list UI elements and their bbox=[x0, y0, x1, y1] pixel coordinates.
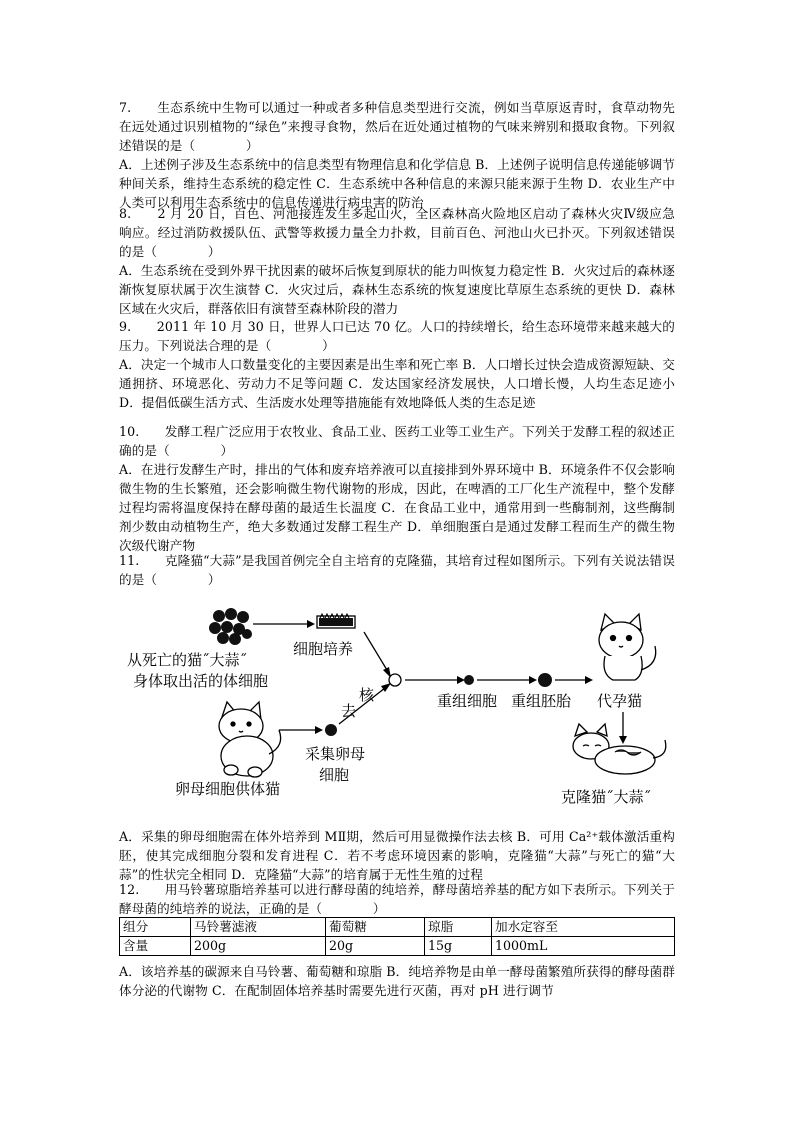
clone-cat-icon bbox=[573, 724, 666, 774]
medium-recipe-table bbox=[119, 917, 675, 956]
question-7-options: A．上述例子涉及生态系统中的信息类型有物理信息和化学信息 B．上述例子说明信息传递能够调节种间关系，维持生态系统的稳定性 C．生态系统中各种信息的来源只能来源于生物 D．农业生产中人类可以利用生态系统中的信息传递进行病虫害的防治 bbox=[119, 157, 675, 210]
question-12-options: A．该培养基的碳源来自马铃薯、葡萄糖和琼脂 B．纯培养物是由单一酵母菌繁殖所获得的酵母菌群体分泌的代谢物 C．在配制固体培养基时需要先进行灭菌，再对 pH 进行调节 bbox=[119, 964, 675, 998]
culture-dish-icon bbox=[317, 614, 355, 628]
oocyte-icon bbox=[325, 724, 337, 736]
table-cell: 200g bbox=[191, 937, 326, 956]
question-11-options: A．采集的卵母细胞需在体外培养到 MⅡ期，然后可用显微操作法去核 B．可用 Ca²⁺载体激活重构胚，使其完成细胞分裂和发育进程 C．若不考虑环境因素的影响，克隆猫“大蒜”与死亡的猫“大蒜”的性状完全相同 D．克隆猫“大蒜”的培育属于无性生殖的过程 bbox=[119, 829, 675, 882]
table-cell: 20g bbox=[326, 937, 425, 956]
label-collect-line1: 采集卵母 bbox=[305, 745, 366, 763]
table-cell: 葡萄糖 bbox=[326, 918, 425, 937]
egg-donor-cat-icon bbox=[219, 702, 281, 777]
table-cell: 加水定容至 bbox=[492, 918, 675, 937]
table-header-row bbox=[120, 918, 675, 937]
cell-cluster-icon bbox=[209, 608, 252, 645]
label-enucleate-1: 核 bbox=[359, 686, 375, 704]
label-recombined-cell: 重组细胞 bbox=[437, 692, 498, 710]
table-cell: 含量 bbox=[120, 937, 191, 956]
question-12-stem: 12. 用马铃薯琼脂培养基可以进行酵母菌的纯培养，酵母菌培养基的配方如下表所示。下列关于酵母菌的纯培养的说法，正确的是（ ） bbox=[119, 882, 675, 916]
label-surrogate: 代孕猫 bbox=[597, 692, 643, 710]
question-10-options: A．在进行发酵生产时，排出的气体和废弃培养液可以直接排到外界环境中 B．环境条件不仅会影响微生物的生长繁殖，还会影响微生物代谢物的形成，因此，在啤酒的工厂化生产流程中，整个发酵过程均需将温度保持在酵母菌的最适生长温度 C．在食品工业中，通常用到一些酶制剂，这些酶制剂少数由动植物生产，绝大多数通过发酵工程生产 D．单细胞蛋白是通过发酵工程而生产的微生物次级代谢产物 bbox=[119, 462, 675, 553]
table-row bbox=[120, 937, 675, 956]
recombined-cell-icon bbox=[464, 675, 474, 685]
cloning-diagram-svg bbox=[119, 604, 675, 814]
question-10 bbox=[119, 422, 675, 555]
table-cell: 15g bbox=[425, 937, 492, 956]
question-8-stem: 8. 2 月 20 日，百色、河池接连发生多起山火，全区森林高火险地区启动了森林火灾Ⅳ级应急响应。经过消防救援队伍、武警等救援力量全力扑救，目前百色、河池山火已扑灭。下列叙述错误的是（ ） bbox=[119, 206, 675, 259]
table-cell: 组分 bbox=[120, 918, 191, 937]
question-10-stem: 10. 发酵工程广泛应用于农牧业、食品工业、医药工业等工业生产。下列关于发酵工程的叙述正确的是（ ） bbox=[119, 424, 675, 458]
table-cell: 琼脂 bbox=[425, 918, 492, 937]
question-7 bbox=[119, 98, 675, 212]
enucleated-egg-icon bbox=[389, 674, 401, 686]
surrogate-cat-icon bbox=[599, 614, 656, 680]
question-12-options-block bbox=[119, 962, 675, 1000]
label-clone: 克隆猫˝大蒜˝ bbox=[561, 788, 652, 806]
question-7-stem: 7. 生态系统中生物可以通过一种或者多种信息类型进行交流，例如当草原返青时，食草动物先在远处通过识别植物的“绿色”来搜寻食物，然后在近处通过植物的气味来辨别和摄取食物。下列叙述错误的是（ ） bbox=[119, 100, 675, 153]
table-cell: 1000mL bbox=[492, 937, 675, 956]
question-8-options: A．生态系统在受到外界干扰因素的破坏后恢复到原状的能力叫恢复力稳定性 B．火灾过后的森林逐渐恢复原状属于次生演替 C．火灾过后，森林生态系统的恢复速度比草原生态系统的更快 D．森林区域在火灾后，群落依旧有演替至森林阶段的潜力 bbox=[119, 263, 675, 316]
question-11-stem: 11. 克隆猫“大蒜”是我国首例完全自主培育的克隆猫，其培育过程如图所示。下列有关说法错误的是（ ） bbox=[119, 553, 675, 587]
question-12 bbox=[119, 880, 675, 918]
label-donor-line2: 身体取出活的体细胞 bbox=[133, 672, 269, 690]
question-11-options-block bbox=[119, 827, 675, 884]
question-9-options: A．决定一个城市人口数量变化的主要因素是出生率和死亡率 B．人口增长过快会造成资源短缺、交通拥挤、环境恶化、劳动力不足等问题 C．发达国家经济发展快，人口增长慢，人均生态足迹小 D．提倡低碳生活方式、生活废水处理等措施能有效地降低人类的生态足迹 bbox=[119, 357, 675, 410]
cloning-process-figure bbox=[119, 604, 675, 814]
label-enucleate-2: 去 bbox=[341, 702, 357, 720]
question-9 bbox=[119, 317, 675, 412]
question-8 bbox=[119, 204, 675, 318]
label-egg-donor: 卵母细胞供体猫 bbox=[175, 780, 281, 798]
label-donor-line1: 从死亡的猫˝大蒜˝ bbox=[127, 651, 248, 669]
question-11 bbox=[119, 551, 675, 589]
table-cell: 马铃薯滤液 bbox=[191, 918, 326, 937]
embryo-icon bbox=[538, 673, 552, 687]
question-9-stem: 9. 2011 年 10 月 30 日，世界人口已达 70 亿。人口的持续增长，给生态环境带来越来越大的压力。下列说法合理的是（ ） bbox=[119, 319, 675, 353]
label-collect-line2: 细胞 bbox=[319, 766, 350, 784]
label-cell-culture: 细胞培养 bbox=[293, 640, 354, 658]
label-embryo: 重组胚胎 bbox=[511, 692, 572, 710]
